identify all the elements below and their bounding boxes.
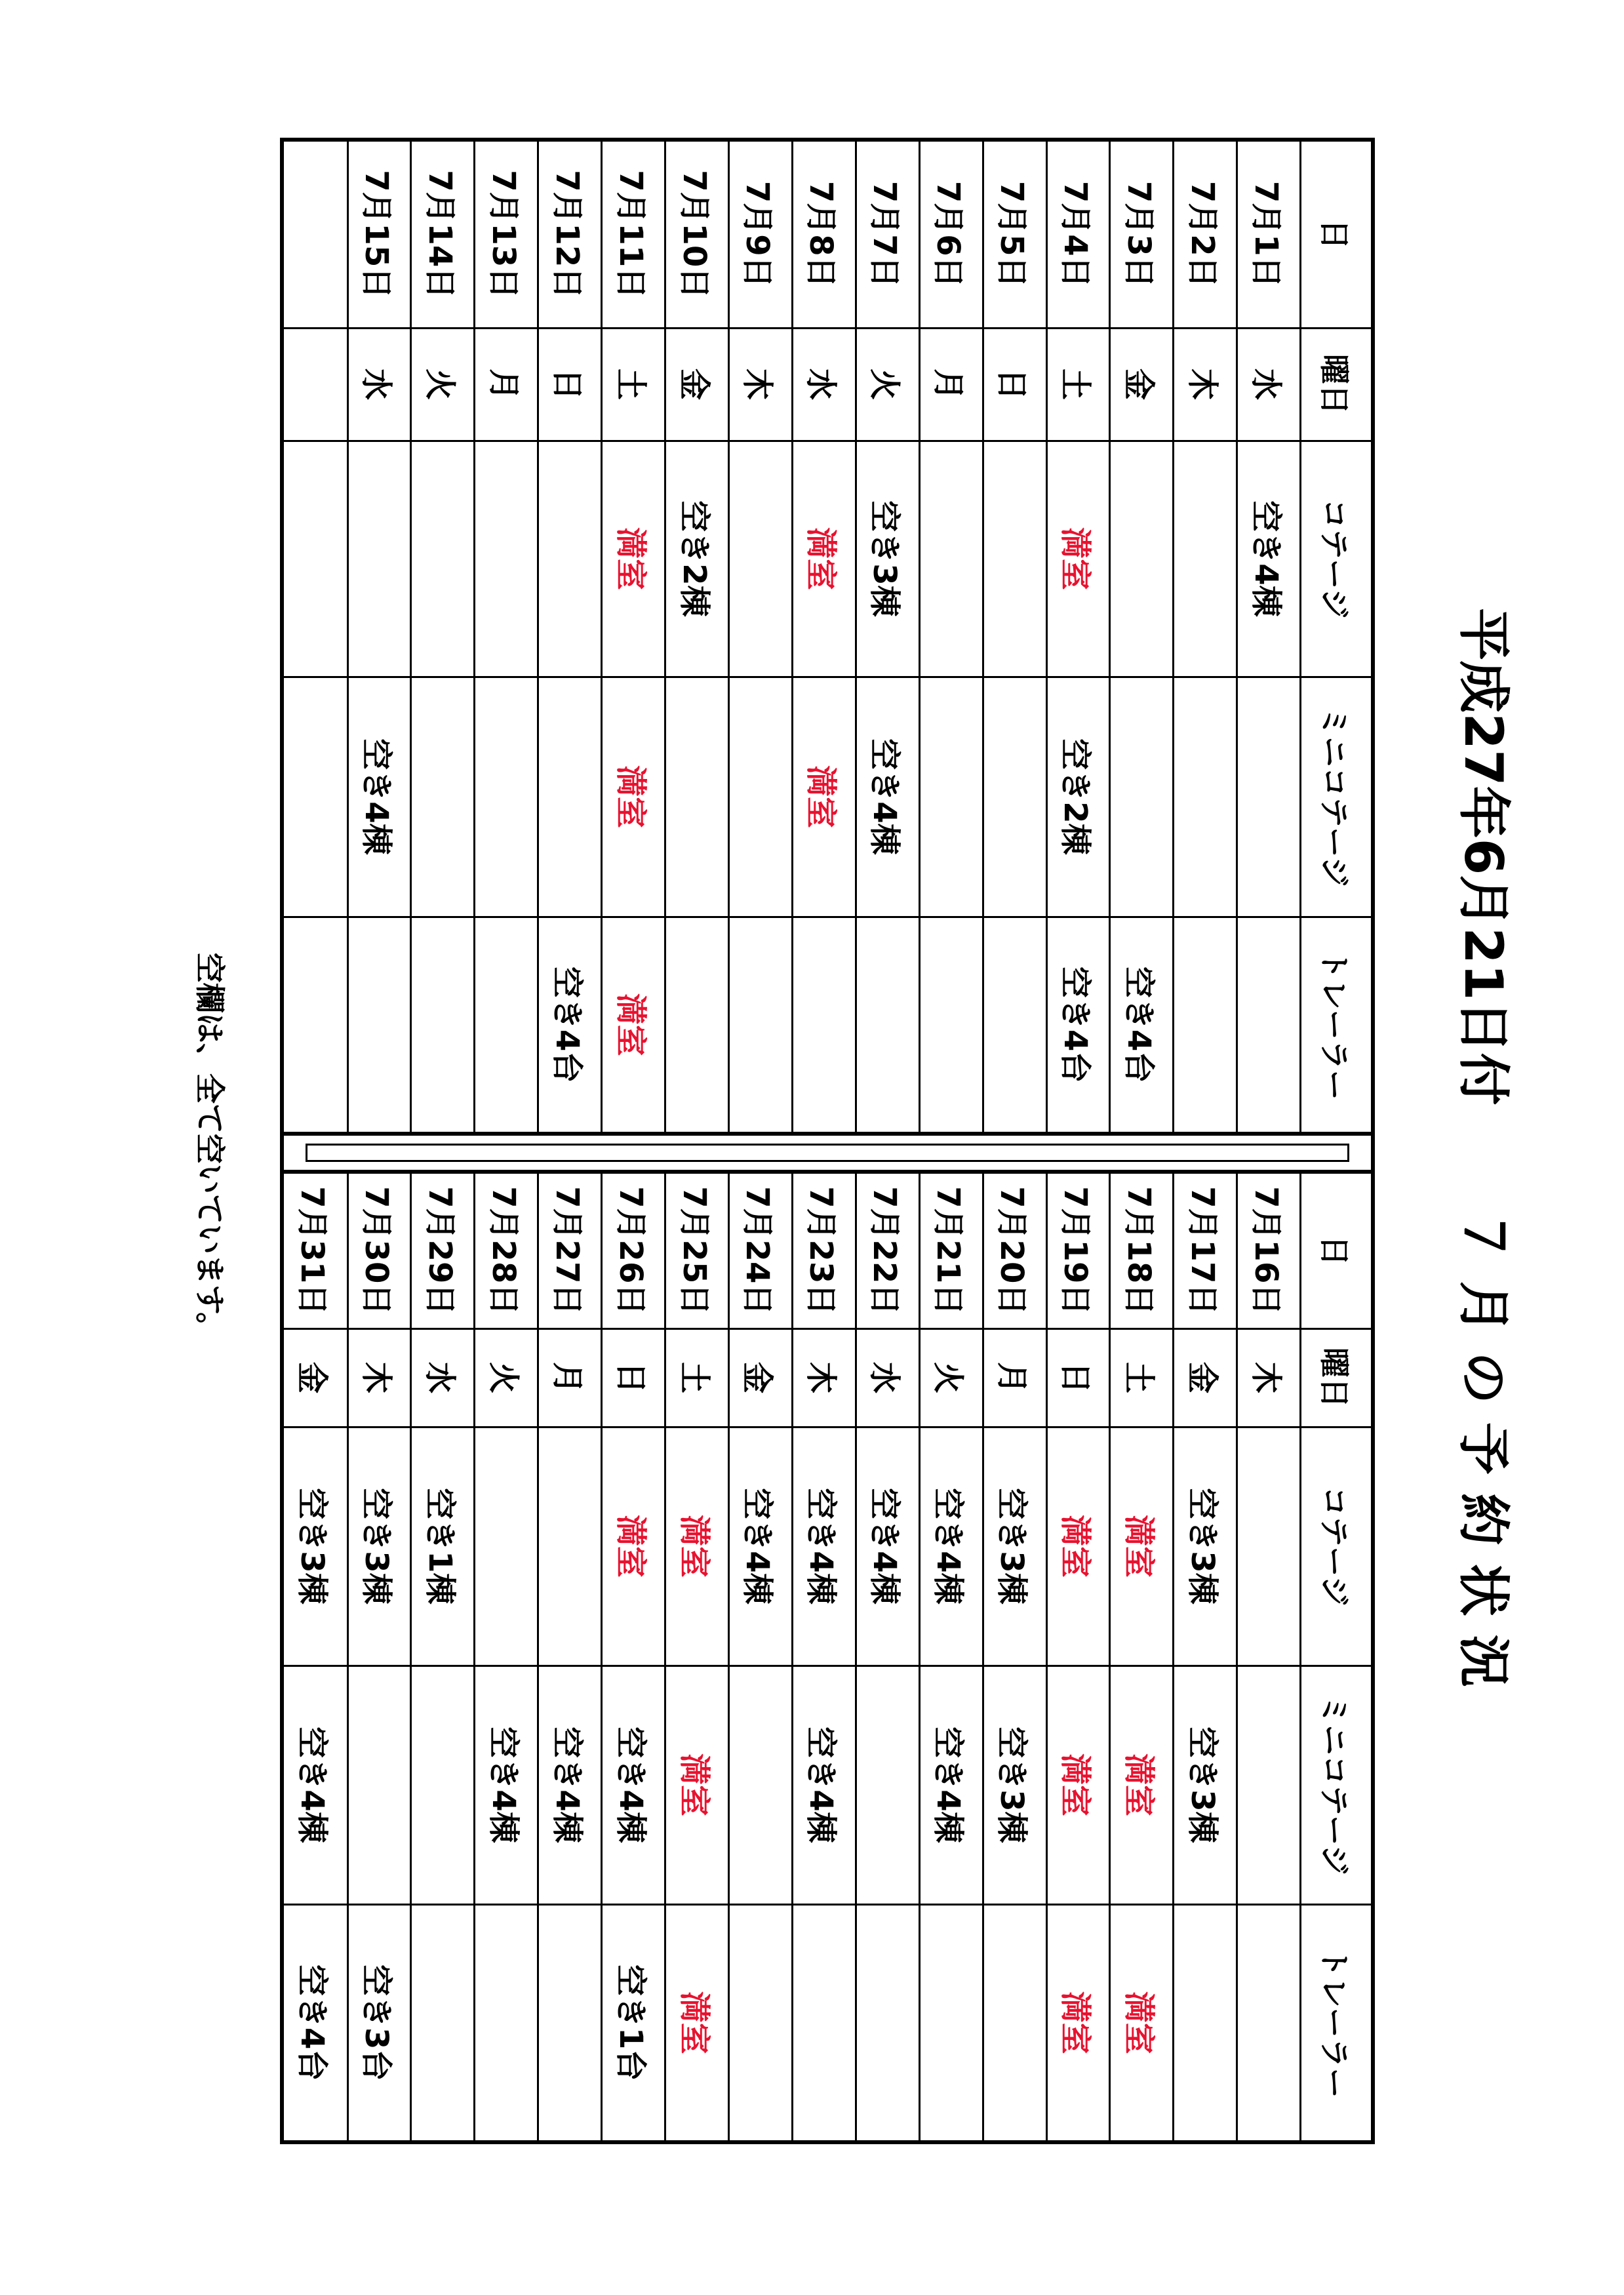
trailer-cell	[411, 1904, 475, 2140]
mini-cottage-cell	[665, 677, 729, 917]
mini-cottage-cell: 空き4棟	[538, 1666, 602, 1904]
weekday-cell: 木	[347, 1328, 411, 1427]
mini-cottage-cell	[729, 1666, 793, 1904]
cottage-cell	[729, 441, 793, 677]
weekday-cell: 火	[475, 1328, 538, 1427]
date-cell: 7月1日	[1237, 142, 1301, 328]
table-row	[284, 142, 347, 1132]
date-cell: 7月12日	[538, 142, 602, 328]
date-cell: 7月23日	[792, 1174, 856, 1328]
date-cell: 7月21日	[919, 1174, 983, 1328]
date-cell: 7月19日	[1046, 1174, 1110, 1328]
date-cell: 7月29日	[411, 1174, 475, 1328]
cottage-cell: 空き4棟	[919, 1427, 983, 1666]
weekday-cell: 火	[919, 1328, 983, 1427]
weekday-cell: 水	[792, 328, 856, 441]
weekday-cell: 木	[729, 328, 793, 441]
weekday-cell: 金	[1174, 1328, 1237, 1427]
cottage-cell	[475, 441, 538, 677]
reservation-table-right	[284, 1174, 1371, 2140]
header-row	[1301, 1174, 1371, 2140]
cottage-cell	[475, 1427, 538, 1666]
mini-cottage-cell	[411, 677, 475, 917]
trailer-cell	[729, 917, 793, 1132]
cottage-cell: 満室	[665, 1427, 729, 1666]
date-cell: 7月3日	[1110, 142, 1174, 328]
cottage-cell	[411, 441, 475, 677]
table-row	[665, 142, 729, 1132]
trailer-cell	[1174, 1904, 1237, 2140]
mini-cottage-cell	[411, 1666, 475, 1904]
table-row	[475, 142, 538, 1132]
date-cell: 7月27日	[538, 1174, 602, 1328]
weekday-cell: 土	[1046, 328, 1110, 441]
trailer-cell	[856, 917, 919, 1132]
weekday-cell: 金	[729, 1328, 793, 1427]
header-trailer: トレーラー	[1301, 1904, 1371, 2140]
cottage-cell	[1174, 441, 1237, 677]
weekday-cell: 月	[538, 1328, 602, 1427]
cottage-cell	[284, 441, 347, 677]
weekday-cell	[284, 328, 347, 441]
weekday-cell: 水	[347, 328, 411, 441]
date-cell: 7月15日	[347, 142, 411, 328]
table-row	[538, 1174, 602, 2140]
mini-cottage-cell	[347, 1666, 411, 1904]
mini-cottage-cell: 満室	[1046, 1666, 1110, 1904]
table-row	[729, 142, 793, 1132]
table-row	[856, 1174, 919, 2140]
header-mini-cottage: ミニコテージ	[1301, 677, 1371, 917]
table-row	[1174, 142, 1237, 1132]
mini-cottage-cell: 空き4棟	[919, 1666, 983, 1904]
weekday-cell: 金	[665, 328, 729, 441]
mini-cottage-cell: 空き4棟	[602, 1666, 665, 1904]
date-cell: 7月22日	[856, 1174, 919, 1328]
weekday-cell: 金	[284, 1328, 347, 1427]
weekday-cell: 木	[1174, 328, 1237, 441]
date-cell: 7月31日	[284, 1174, 347, 1328]
header-cottage: コテージ	[1301, 1427, 1371, 1666]
table-row	[792, 1174, 856, 2140]
mini-cottage-cell	[538, 677, 602, 917]
weekday-cell: 土	[1110, 1328, 1174, 1427]
weekday-cell: 水	[1237, 328, 1301, 441]
weekday-cell: 木	[1237, 1328, 1301, 1427]
weekday-cell: 水	[856, 1328, 919, 1427]
trailer-cell	[729, 1904, 793, 2140]
cottage-cell	[538, 441, 602, 677]
table-row	[411, 1174, 475, 2140]
trailer-cell: 空き4台	[538, 917, 602, 1132]
cottage-cell: 空き3棟	[284, 1427, 347, 1666]
trailer-cell	[792, 917, 856, 1132]
reservation-table-frame	[280, 138, 1375, 2144]
table-row	[1110, 1174, 1174, 2140]
table-row	[792, 142, 856, 1132]
trailer-cell	[919, 917, 983, 1132]
weekday-cell: 火	[411, 328, 475, 441]
mini-cottage-cell: 満室	[602, 677, 665, 917]
date-cell: 7月24日	[729, 1174, 793, 1328]
weekday-cell: 土	[665, 1328, 729, 1427]
date-cell: 7月6日	[919, 142, 983, 328]
table-row	[347, 1174, 411, 2140]
weekday-cell: 金	[1110, 328, 1174, 441]
date-cell: 7月18日	[1110, 1174, 1174, 1328]
table-row	[919, 1174, 983, 2140]
mini-cottage-cell	[1174, 677, 1237, 917]
cottage-cell: 空き1棟	[411, 1427, 475, 1666]
date-cell: 7月30日	[347, 1174, 411, 1328]
header-date: 日	[1301, 142, 1371, 328]
table-row	[1046, 1174, 1110, 2140]
mini-cottage-cell	[729, 677, 793, 917]
header-weekday: 曜日	[1301, 1328, 1371, 1427]
cottage-cell: 空き2棟	[665, 441, 729, 677]
mini-cottage-cell: 満室	[792, 677, 856, 917]
table-row	[602, 142, 665, 1132]
table-row	[729, 1174, 793, 2140]
weekday-cell: 日	[983, 328, 1046, 441]
cottage-cell	[347, 441, 411, 677]
date-cell: 7月20日	[983, 1174, 1046, 1328]
mini-cottage-cell	[1110, 677, 1174, 917]
table-row	[1237, 1174, 1301, 2140]
cottage-cell: 空き3棟	[1174, 1427, 1237, 1666]
table-row	[538, 142, 602, 1132]
cottage-cell: 満室	[1110, 1427, 1174, 1666]
table-row	[856, 142, 919, 1132]
date-cell: 7月2日	[1174, 142, 1237, 328]
table-divider	[284, 1132, 1371, 1174]
weekday-cell: 木	[792, 1328, 856, 1427]
mini-cottage-cell	[856, 1666, 919, 1904]
mini-cottage-cell: 空き4棟	[284, 1666, 347, 1904]
cottage-cell	[538, 1427, 602, 1666]
cottage-cell: 空き3棟	[856, 441, 919, 677]
date-cell: 7月9日	[729, 142, 793, 328]
table-first-half	[284, 142, 1371, 1132]
date-cell: 7月7日	[856, 142, 919, 328]
mini-cottage-cell	[919, 677, 983, 917]
mini-cottage-cell: 空き3棟	[1174, 1666, 1237, 1904]
mini-cottage-cell	[1237, 1666, 1301, 1904]
trailer-cell	[983, 1904, 1046, 2140]
trailer-cell: 満室	[665, 1904, 729, 2140]
header-trailer: トレーラー	[1301, 917, 1371, 1132]
trailer-cell: 空き3台	[347, 1904, 411, 2140]
table-row	[1110, 142, 1174, 1132]
trailer-cell	[1237, 917, 1301, 1132]
cottage-cell: 満室	[792, 441, 856, 677]
date-cell: 7月10日	[665, 142, 729, 328]
date-cell: 7月16日	[1237, 1174, 1301, 1328]
mini-cottage-cell: 満室	[665, 1666, 729, 1904]
table-body-left	[284, 142, 1371, 1132]
table-body-right	[284, 1174, 1371, 2140]
table-row	[475, 1174, 538, 2140]
cottage-cell: 満室	[1046, 1427, 1110, 1666]
trailer-cell: 満室	[602, 917, 665, 1132]
cottage-cell: 空き4棟	[1237, 441, 1301, 677]
mini-cottage-cell: 空き3棟	[983, 1666, 1046, 1904]
weekday-cell: 火	[856, 328, 919, 441]
cottage-cell: 満室	[602, 1427, 665, 1666]
trailer-cell	[347, 917, 411, 1132]
trailer-cell	[665, 917, 729, 1132]
trailer-cell	[983, 917, 1046, 1132]
table-row	[347, 142, 411, 1132]
trailer-cell	[475, 1904, 538, 2140]
table-row	[983, 1174, 1046, 2140]
table-row	[284, 1174, 347, 2140]
trailer-cell	[1174, 917, 1237, 1132]
date-cell: 7月5日	[983, 142, 1046, 328]
date-cell: 7月28日	[475, 1174, 538, 1328]
table-row	[919, 142, 983, 1132]
trailer-cell	[1237, 1904, 1301, 2140]
date-cell: 7月14日	[411, 142, 475, 328]
trailer-cell: 満室	[1046, 1904, 1110, 2140]
date-cell: 7月8日	[792, 142, 856, 328]
weekday-cell: 日	[538, 328, 602, 441]
date-cell: 7月25日	[665, 1174, 729, 1328]
cottage-cell: 空き4棟	[729, 1427, 793, 1666]
mini-cottage-cell: 空き4棟	[475, 1666, 538, 1904]
date-cell: 7月4日	[1046, 142, 1110, 328]
header-cottage: コテージ	[1301, 441, 1371, 677]
date-cell: 7月17日	[1174, 1174, 1237, 1328]
cottage-cell: 空き3棟	[983, 1427, 1046, 1666]
table-row	[983, 142, 1046, 1132]
mini-cottage-cell: 空き4棟	[347, 677, 411, 917]
trailer-cell: 空き4台	[284, 1904, 347, 2140]
trailer-cell	[284, 917, 347, 1132]
mini-cottage-cell	[284, 677, 347, 917]
cottage-cell: 空き4棟	[792, 1427, 856, 1666]
table-row	[1174, 1174, 1237, 2140]
cottage-cell: 空き4棟	[856, 1427, 919, 1666]
cottage-cell	[1237, 1427, 1301, 1666]
trailer-cell: 空き1台	[602, 1904, 665, 2140]
mini-cottage-cell: 空き2棟	[1046, 677, 1110, 917]
weekday-cell: 日	[602, 1328, 665, 1427]
footnote: 空欄は、全て空いています。	[192, 952, 228, 1343]
weekday-cell: 月	[983, 1328, 1046, 1427]
date-cell	[284, 142, 347, 328]
mini-cottage-cell	[1237, 677, 1301, 917]
weekday-cell: 土	[602, 328, 665, 441]
trailer-cell: 空き4台	[1110, 917, 1174, 1132]
cottage-cell: 空き3棟	[347, 1427, 411, 1666]
cottage-cell	[919, 441, 983, 677]
trailer-cell	[856, 1904, 919, 2140]
header-date: 日	[1301, 1174, 1371, 1328]
cottage-cell: 満室	[1046, 441, 1110, 677]
mini-cottage-cell	[475, 677, 538, 917]
trailer-cell	[919, 1904, 983, 2140]
mini-cottage-cell: 空き4棟	[856, 677, 919, 917]
weekday-cell: 月	[475, 328, 538, 441]
reservation-table-left	[284, 142, 1371, 1132]
trailer-cell: 満室	[1110, 1904, 1174, 2140]
trailer-cell	[538, 1904, 602, 2140]
mini-cottage-cell: 満室	[1110, 1666, 1174, 1904]
date-cell: 7月26日	[602, 1174, 665, 1328]
table-row	[1237, 142, 1301, 1132]
mini-cottage-cell: 空き4棟	[792, 1666, 856, 1904]
table-row	[665, 1174, 729, 2140]
weekday-cell: 日	[1046, 1328, 1110, 1427]
table-second-half	[284, 1174, 1371, 2140]
cottage-cell	[983, 441, 1046, 677]
weekday-cell: 水	[411, 1328, 475, 1427]
date-cell: 7月13日	[475, 142, 538, 328]
date-cell: 7月11日	[602, 142, 665, 328]
cottage-cell: 満室	[602, 441, 665, 677]
trailer-cell	[475, 917, 538, 1132]
page-title: 平成27年6月21日付 ７ 月 の 予 約 状 況	[1453, 608, 1514, 1687]
trailer-cell	[792, 1904, 856, 2140]
header-row	[1301, 142, 1371, 1132]
header-mini-cottage: ミニコテージ	[1301, 1666, 1371, 1904]
trailer-cell	[411, 917, 475, 1132]
table-row	[602, 1174, 665, 2140]
header-weekday: 曜日	[1301, 328, 1371, 441]
cottage-cell	[1110, 441, 1174, 677]
table-row	[1046, 142, 1110, 1132]
table-row	[411, 142, 475, 1132]
weekday-cell: 月	[919, 328, 983, 441]
trailer-cell: 空き4台	[1046, 917, 1110, 1132]
mini-cottage-cell	[983, 677, 1046, 917]
